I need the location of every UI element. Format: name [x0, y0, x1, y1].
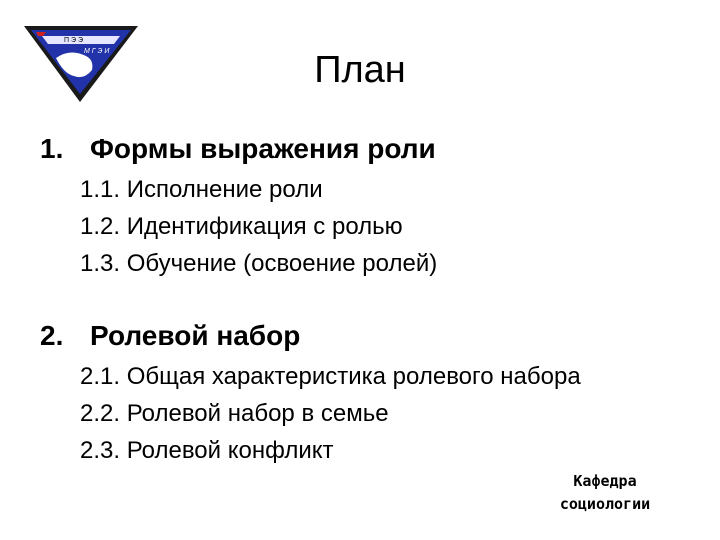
subitem-list — [80, 358, 700, 469]
section-heading — [40, 131, 700, 167]
slide-title: План — [314, 49, 406, 91]
section-number: 1. — [40, 133, 64, 164]
logo-text-top: П Э Э — [64, 37, 83, 44]
institute-logo — [22, 24, 140, 104]
list-item: 1.3. Обучение (освоение ролей) — [80, 250, 438, 277]
section-number: 2. — [40, 320, 64, 351]
section-1 — [40, 131, 700, 282]
department-label — [530, 470, 680, 516]
list-item: 2.3. Ролевой конфликт — [80, 437, 334, 464]
list-item: 1.2. Идентификация с ролью — [80, 213, 403, 240]
section-2 — [40, 318, 700, 469]
section-title: Формы выражения роли — [90, 133, 436, 164]
logo-text-bottom: М Г Э И — [84, 48, 110, 55]
subitem-list — [80, 171, 700, 282]
section-title: Ролевой набор — [90, 320, 301, 351]
section-heading — [40, 318, 700, 354]
department-line2: социологии — [559, 495, 651, 513]
department-line1: Кафедра — [573, 472, 637, 490]
list-item: 2.1. Общая характеристика ролевого набора — [80, 363, 581, 390]
list-item: 1.1. Исполнение роли — [80, 176, 323, 203]
list-item: 2.2. Ролевой набор в семье — [80, 400, 389, 427]
